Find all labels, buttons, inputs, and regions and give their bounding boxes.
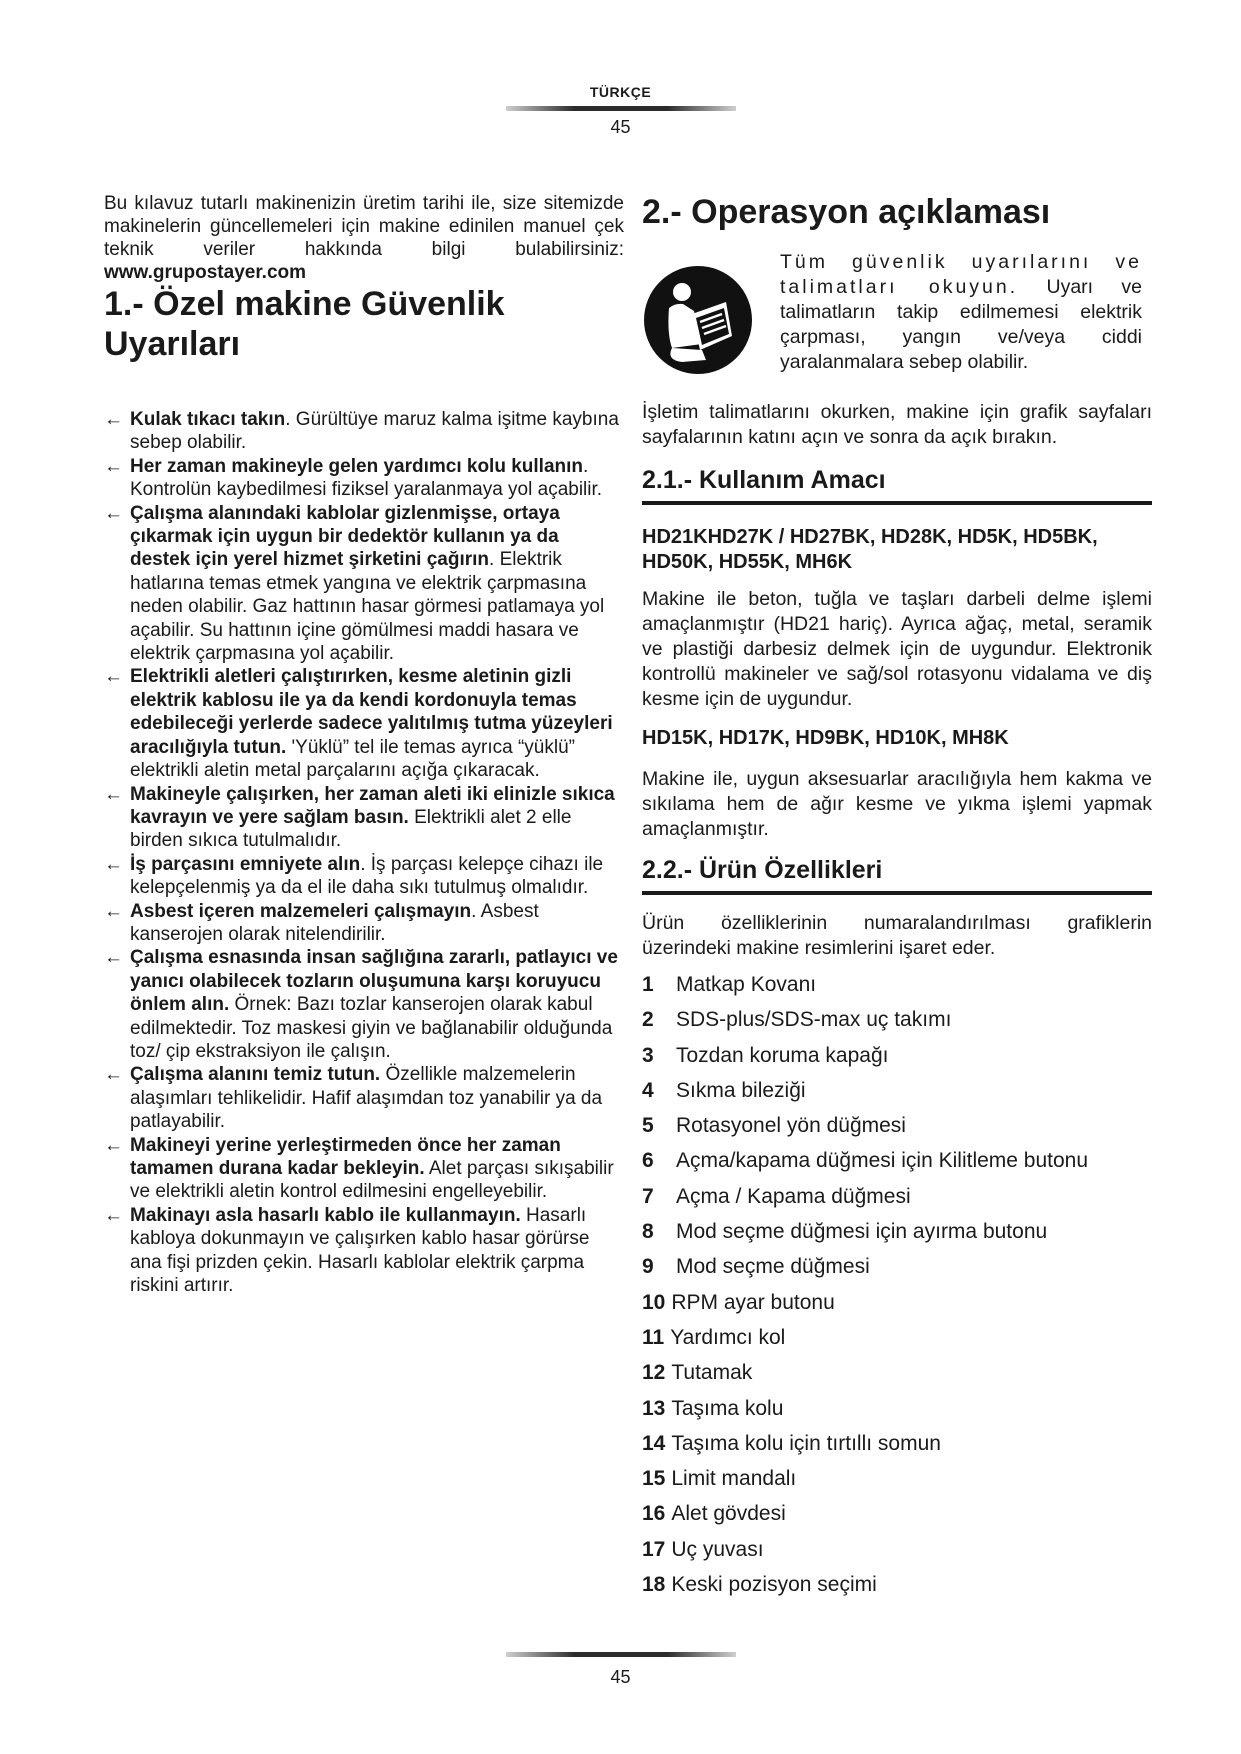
- page-number-bottom: 45: [610, 1667, 631, 1687]
- read-manual-icon: [642, 264, 754, 376]
- feature-item: [642, 1567, 1152, 1602]
- models-group-a: HD21KHD27K / HD27BK, HD28K, HD5K, HD5BK, HD50K, HD55K, MH6K: [642, 526, 1098, 573]
- arrow-left-icon: ←: [104, 1204, 123, 1226]
- arrow-left-icon: ←: [104, 900, 123, 922]
- feature-number: 2: [642, 1008, 654, 1032]
- feature-item: [642, 1108, 1152, 1143]
- warning-bold: Çalışma alanını temiz tutun.: [130, 1064, 381, 1086]
- feature-label: Tozdan koruma kapağı: [676, 1043, 889, 1067]
- warning-text: Elektrikli alet 2 elle birden sıkıca tutulmalıdır.: [130, 806, 572, 852]
- feature-item: [642, 1249, 1152, 1284]
- feature-number: 13: [642, 1396, 666, 1420]
- feature-number: 6: [642, 1149, 654, 1173]
- feature-label: Mod seçme düğmesi: [676, 1255, 870, 1279]
- feature-label: Açma/kapama düğmesi için Kilitleme butonu: [676, 1149, 1089, 1173]
- product-features-list: [642, 967, 1152, 1602]
- feature-item: [642, 1532, 1152, 1567]
- feature-label: Rotasyonel yön düğmesi: [676, 1114, 906, 1138]
- feature-number: 12: [642, 1361, 666, 1385]
- feature-label: Taşıma kolu için tırtıllı somun: [671, 1431, 941, 1455]
- feature-item: [642, 1496, 1152, 1531]
- warning-bold: Makinayı asla hasarlı kablo ile kullanmayın.: [130, 1204, 521, 1226]
- warning-bold: Her zaman makineyle gelen yardımcı kolu kullanın: [130, 455, 584, 477]
- feature-item: [642, 1355, 1152, 1390]
- warning-text: . Asbest kanserojen olarak nitelendirilir.: [130, 900, 539, 945]
- intended-use-a: Makine ile beton, tuğla ve taşları darbeli delme işlemi amaçlanmıştır (HD21 hariç). Ayrıca ağaç, metal, seramik ve plastiği darbesiz delmek için de uygundur. Elektronik kontrollü makineler ve sağ/sol rotasyonu vidalama ve diş kesme için de uygundur.: [642, 588, 1152, 710]
- warning-text: . Kontrolün kaybedilmesi fiziksel yaralanmaya yol açabilir.: [130, 455, 603, 501]
- feature-label: RPM ayar butonu: [671, 1290, 835, 1314]
- feature-number: 4: [642, 1078, 654, 1102]
- footer-divider: [506, 1652, 736, 1657]
- warning-text: Hasarlı kabloya dokunmayın ve çalışırken kablo hasar görürse ana fişi prizden çekin. Hasarlı kablolar elektrik çarpma riskini artırır.: [130, 1204, 590, 1297]
- feature-number: 9: [642, 1255, 654, 1279]
- warning-text: . Gürültüye maruz kalma işitme kaybına sebep olabilir.: [130, 409, 619, 454]
- feature-item: [642, 1143, 1152, 1178]
- feature-item: [642, 967, 1152, 1002]
- feature-number: 8: [642, 1220, 654, 1244]
- feature-item: [642, 1002, 1152, 1037]
- warning-item: [104, 1134, 624, 1204]
- warning-text: Alet parçası sıkışabilir ve elektrikli aletin kontrol edilmesini engelleyebilir.: [130, 1158, 614, 1203]
- feature-number: 17: [642, 1537, 666, 1561]
- product-features-heading: 2.2.- Ürün Özellikleri: [642, 856, 1152, 895]
- left-column: [104, 192, 624, 1297]
- intended-use-heading: 2.1.- Kullanım Amacı: [642, 466, 1152, 505]
- feature-number: 15: [642, 1467, 666, 1491]
- warning-bold: Çalışma alanındaki kablolar gizlenmişse, ortaya çıkarmak için uygun bir dedektör kullanın ya da destek için yerel hizmet şirketini çağırın: [130, 502, 560, 571]
- safety-rest: Uyarı ve talimatların takip edilmemesi elektrik çarpması, yangın ve/veya ciddi yaralanmalara sebep olabilir.: [780, 276, 1142, 373]
- page-number-top: 45: [610, 117, 631, 137]
- warning-bold: Asbest içeren malzemeleri çalışmayın: [130, 900, 472, 922]
- section1-title: 1.- Özel makine Güvenlik Uyarıları: [104, 285, 505, 363]
- warning-bold: Makineyle çalışırken, her zaman aleti iki elinizle sıkıca kavrayın ve yere sağlam basın.: [130, 783, 615, 828]
- arrow-left-icon: ←: [104, 853, 123, 875]
- warning-bold: Elektrikli aletleri çalıştırırken, kesme aletinin gizli elektrik kablosu ile ya da kendi kordonuyla temas edebileceği yerlerde sadece yalıtılmış tutma yüzeyleri aracılığıyla tutun.: [130, 666, 613, 758]
- warning-item: [104, 1063, 624, 1133]
- feature-label: Açma / Kapama düğmesi: [676, 1184, 911, 1208]
- feature-item: [642, 1320, 1152, 1355]
- feature-label: Tutamak: [671, 1361, 753, 1385]
- warning-item: [104, 665, 624, 782]
- warning-item: [104, 853, 624, 900]
- right-column: [642, 192, 1152, 1602]
- feature-item: [642, 1214, 1152, 1249]
- arrow-left-icon: ←: [104, 409, 123, 430]
- feature-label: Matkap Kovanı: [676, 973, 817, 996]
- feature-label: Mod seçme düğmesi için ayırma butonu: [676, 1220, 1048, 1244]
- warning-bold: Makineyi yerine yerleştirmeden önce her zaman tamamen durana kadar bekleyin.: [130, 1134, 561, 1179]
- website-link[interactable]: www.grupostayer.com: [104, 262, 307, 283]
- warning-item: [104, 1204, 624, 1298]
- feature-number: 5: [642, 1114, 654, 1138]
- arrow-left-icon: ←: [104, 1134, 123, 1156]
- feature-item: [642, 1426, 1152, 1461]
- warning-item: [104, 502, 624, 666]
- warning-bold: Kulak tıkacı takın: [130, 409, 286, 430]
- feature-label: Limit mandalı: [671, 1467, 797, 1491]
- warning-item: [104, 408, 624, 455]
- warning-text: 'Yüklü” tel ile temas ayrıca “yüklü” elektrikli aletin metal parçalarını açığa çıkaracak.: [130, 736, 575, 782]
- warning-item: [104, 900, 624, 947]
- feature-number: 7: [642, 1184, 654, 1208]
- warning-bold: Çalışma esnasında insan sağlığına zararlı, patlayıcı ve yanıcı olabilecek tozların oluşumuna karşı koruyucu önlem alın.: [130, 947, 618, 1016]
- warning-text: . Elektrik hatlarına temas etmek yangına ve elektrik çarpmasına neden olabilir. Gaz hattının hasar görmesi patlamaya yol açabilir. Su hattının içine gömülmesi maddi hasara ve elektrik çarpmasına yol açabilir.: [130, 549, 605, 665]
- feature-item: [642, 1038, 1152, 1073]
- page-footer: [0, 1646, 1241, 1688]
- feature-item: [642, 1073, 1152, 1108]
- feature-item: [642, 1285, 1152, 1320]
- warning-text: Özellikle malzemelerin alaşımları tehlikelidir. Hafif alaşımdan toz yanabilir ya da patlayabilir.: [130, 1064, 603, 1133]
- feature-item: [642, 1461, 1152, 1496]
- warning-item: [104, 455, 624, 502]
- arrow-left-icon: ←: [104, 455, 123, 477]
- feature-item: [642, 1391, 1152, 1426]
- warning-item: [104, 783, 624, 853]
- safety-warnings-list: [104, 408, 624, 1297]
- feature-number: 10: [642, 1290, 666, 1314]
- feature-label: Uç yuvası: [671, 1537, 764, 1561]
- arrow-left-icon: ←: [104, 502, 123, 524]
- feature-number: 3: [642, 1043, 654, 1067]
- arrow-left-icon: ←: [104, 1064, 123, 1086]
- safety-lead: Tüm güvenlik uyarılarını ve talimatları okuyun.: [780, 251, 1142, 298]
- section2-title: 2.- Operasyon açıklaması: [642, 193, 1051, 231]
- feature-label: Alet gövdesi: [671, 1502, 786, 1526]
- feature-label: Yardımcı kol: [670, 1325, 786, 1349]
- arrow-left-icon: ←: [104, 783, 123, 805]
- safety-notice: [642, 250, 1152, 380]
- feature-number: 14: [642, 1431, 666, 1455]
- intended-use-b: Makine ile, uygun aksesuarlar aracılığıyla hem kakma ve sıkılama hem de ağır kesme ve yıkma işlemi yapmak amaçlanmıştır.: [642, 768, 1152, 840]
- safety-notice-text: [780, 250, 1142, 375]
- feature-number: 11: [642, 1325, 665, 1349]
- feature-label: Keski pozisyon seçimi: [671, 1573, 877, 1597]
- intro-text: Bu kılavuz tutarlı makinenizin üretim tarihi ile, size sitemizde makinelerin güncellemeleri için makine edinilen manuel çek teknik veriler hakkında bilgi bulabilirsiniz:: [104, 193, 624, 260]
- features-intro: Ürün özelliklerinin numaralandırılması grafiklerin üzerindeki makine resimlerini işaret eder.: [642, 912, 1152, 959]
- feature-label: Taşıma kolu: [671, 1396, 784, 1420]
- feature-label: Sıkma bileziği: [676, 1078, 806, 1102]
- arrow-left-icon: ←: [104, 666, 123, 688]
- reading-note: İşletim talimatlarını okurken, makine için grafik sayfaları sayfalarının katını açın ve sonra da açık bırakın.: [642, 401, 1152, 448]
- feature-number: 18: [642, 1573, 666, 1597]
- intro-paragraph: [104, 192, 624, 284]
- language-label: TÜRKÇE: [589, 84, 652, 100]
- feature-number: 16: [642, 1502, 666, 1526]
- warning-text: Örnek: Bazı tozlar kanserojen olarak kabul edilmektedir. Toz maskesi giyin ve bağlanabilir olduğunda toz/ çip ekstraksiyon ile çalışın.: [130, 994, 613, 1062]
- feature-item: [642, 1179, 1152, 1214]
- feature-number: 1: [642, 973, 654, 996]
- feature-label: SDS-plus/SDS-max uç takımı: [676, 1008, 952, 1032]
- warning-item: [104, 946, 624, 1063]
- warning-text: . İş parçası kelepçe cihazı ile kelepçelenmiş ya da el ile daha sıkı tutulmuş olmalıdır.: [130, 853, 604, 899]
- warning-bold: İş parçasını emniyete alın: [130, 853, 361, 875]
- page-header: [0, 84, 1241, 138]
- arrow-left-icon: ←: [104, 947, 123, 969]
- header-divider: [506, 106, 736, 111]
- models-group-b: HD15K, HD17K, HD9BK, HD10K, MH8K: [642, 727, 1009, 749]
